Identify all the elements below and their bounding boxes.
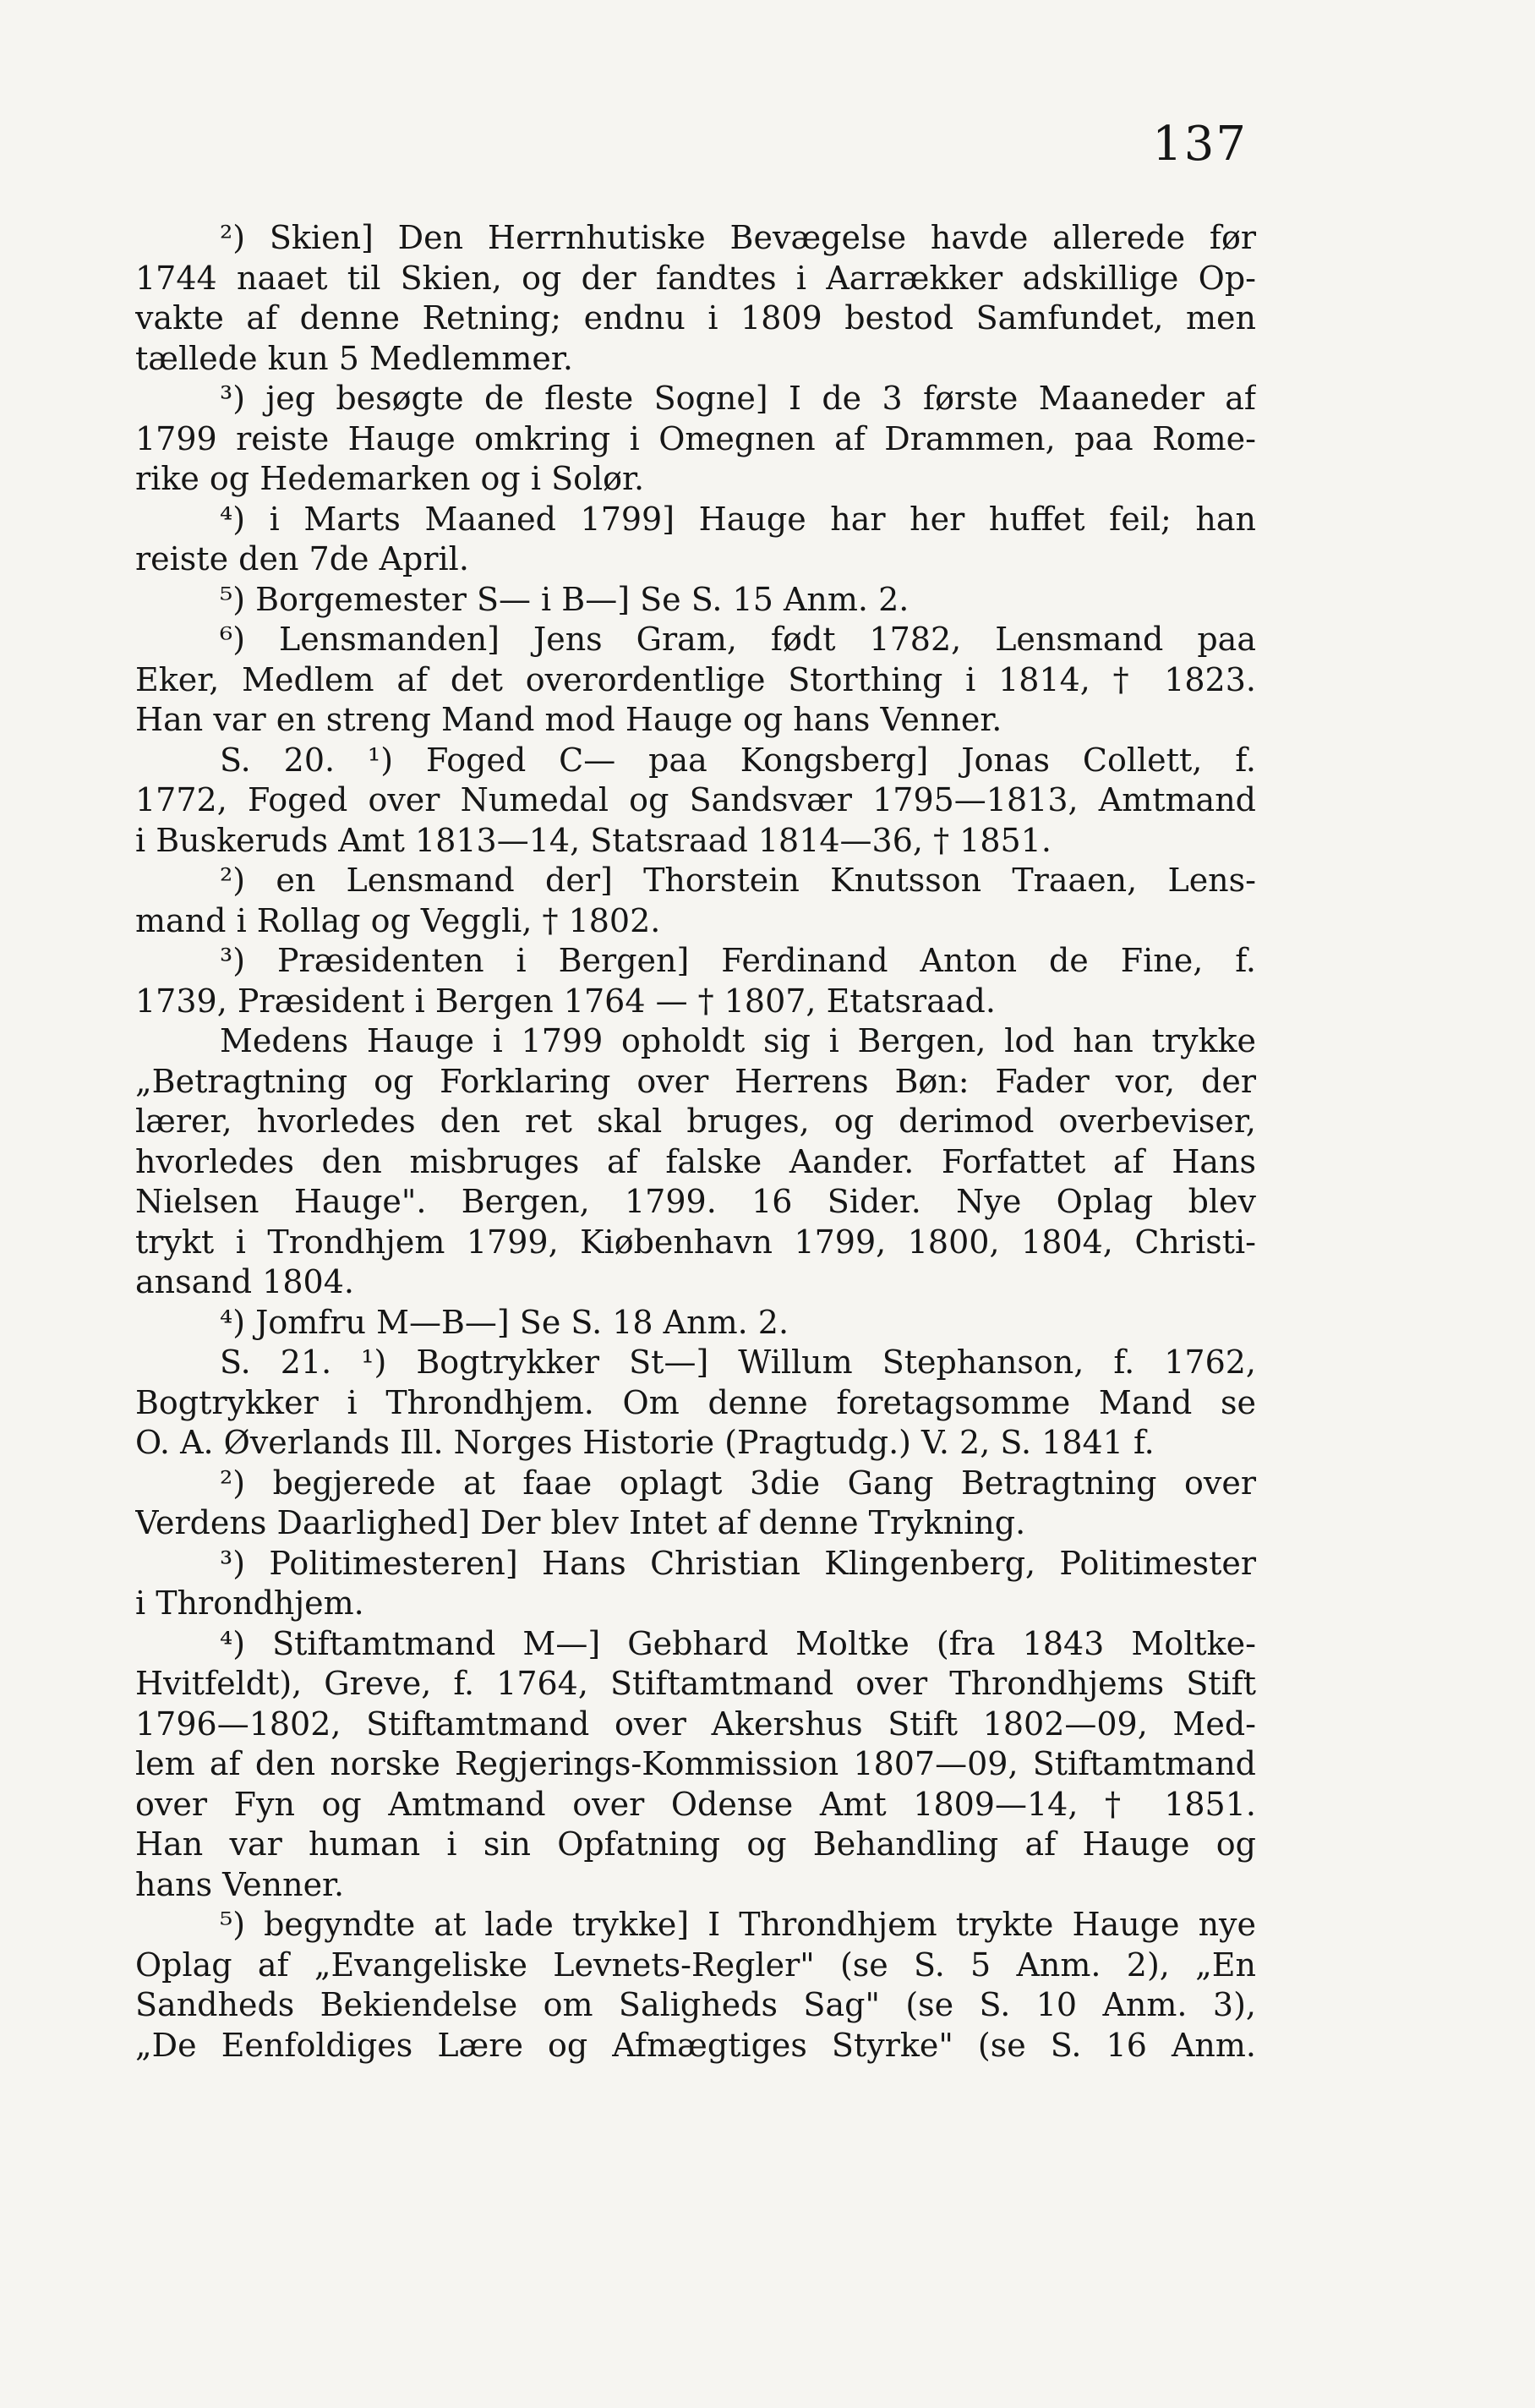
text-line: ⁵) begyndte at lade trykke] I Throndhjem trykte Hauge nye <box>220 1906 1256 1943</box>
text-line: „Betragtning og Forklaring over Herrens Bøn: Fader vor, der <box>135 1062 1256 1100</box>
text-line: O. A. Øverlands Ill. Norges Historie (Pragtudg.) V. 2, S. 1841 f. <box>135 1424 1155 1461</box>
text-line: ²) en Lensmand der] Thorstein Knutsson Traaen, Lens- <box>220 862 1256 899</box>
text-line: i Buskeruds Amt 1813—14, Statsraad 1814—36, † 1851. <box>135 821 1052 859</box>
text-line: i Throndhjem. <box>135 1584 364 1622</box>
text-line: S. 21. ¹) Bogtrykker St—] Willum Stephanson, f. 1762, <box>220 1344 1256 1381</box>
text-line: 1799 reiste Hauge omkring i Omegnen af Drammen, paa Rome- <box>135 419 1256 457</box>
text-line: trykt i Trondhjem 1799, Kiøbenhavn 1799, 1800, 1804, Christi- <box>135 1223 1256 1261</box>
text-line: Hvitfeldt), Greve, f. 1764, Stiftamtmand over Throndhjems Stift <box>135 1665 1256 1702</box>
text-line: ²) Skien] Den Herrnhutiske Bevægelse havde allerede før <box>220 219 1256 256</box>
text-line: ³) Præsidenten i Bergen] Ferdinand Anton de Fine, f. <box>220 942 1256 979</box>
text-line: mand i Rollag og Veggli, † 1802. <box>135 901 661 939</box>
text-line: 1772, Foged over Numedal og Sandsvær 1795—1813, Amtmand <box>135 781 1256 818</box>
text-line: ⁴) Jomfru M—B—] Se S. 18 Anm. 2. <box>220 1303 789 1341</box>
text-line: 1739, Præsident i Bergen 1764 — † 1807, Etatsraad. <box>135 982 996 1020</box>
text-line: ansand 1804. <box>135 1263 354 1300</box>
text-line: Han var en streng Mand mod Hauge og hans Venner. <box>135 701 1002 738</box>
text-line: Nielsen Hauge". Bergen, 1799. 16 Sider. Nye Oplag blev <box>135 1183 1256 1220</box>
text-line: S. 20. ¹) Foged C— paa Kongsberg] Jonas Collett, f. <box>220 741 1256 779</box>
text-line: „De Eenfoldiges Lære og Afmægtiges Styrke" (se S. 16 Anm. <box>135 2026 1256 2064</box>
text-line: lem af den norske Regjerings-Kommission 1807—09, Stiftamtmand <box>135 1745 1256 1782</box>
text-line: ⁴) i Marts Maaned 1799] Hauge har her huffet feil; han <box>220 500 1256 538</box>
footnotes-text-block <box>135 218 1256 2066</box>
text-line: Verdens Daarlighed] Der blev Intet af denne Trykning. <box>135 1504 1026 1541</box>
text-line: ⁵) Borgemester S— i B—] Se S. 15 Anm. 2. <box>220 580 910 618</box>
text-line: 1796—1802, Stiftamtmand over Akershus Stift 1802—09, Med- <box>135 1705 1256 1743</box>
text-line: Eker, Medlem af det overordentlige Storthing i 1814, † 1823. <box>135 660 1256 698</box>
text-line: lærer, hvorledes den ret skal bruges, og derimod overbeviser, <box>135 1103 1256 1140</box>
text-line: hans Venner. <box>135 1865 345 1903</box>
text-line: vakte af denne Retning; endnu i 1809 bestod Samfundet, men <box>135 299 1256 337</box>
text-line: tællede kun 5 Medlemmer. <box>135 339 573 377</box>
text-line: rike og Hedemarken og i Solør. <box>135 460 645 497</box>
page-number: 137 <box>1152 117 1248 172</box>
text-line: ²) begjerede at faae oplagt 3die Gang Betragtning over <box>220 1464 1256 1502</box>
text-line: ⁶) Lensmanden] Jens Gram, født 1782, Lensmand paa <box>220 621 1256 658</box>
text-line: ³) Politimesteren] Hans Christian Klingenberg, Politimester <box>220 1544 1256 1582</box>
text-line: reiste den 7de April. <box>135 540 469 577</box>
text-line: over Fyn og Amtmand over Odense Amt 1809—14, † 1851. <box>135 1785 1256 1823</box>
text-line: ⁴) Stiftamtmand M—] Gebhard Moltke (fra 1843 Moltke- <box>220 1624 1256 1662</box>
text-line: 1744 naaet til Skien, og der fandtes i Aarrækker adskillige Op- <box>135 259 1256 297</box>
text-line: hvorledes den misbruges af falske Aander. Forfattet af Hans <box>135 1142 1256 1180</box>
text-line: Medens Hauge i 1799 opholdt sig i Bergen, lod han trykke <box>220 1022 1256 1059</box>
text-line: Bogtrykker i Throndhjem. Om denne foretagsomme Mand se <box>135 1383 1256 1421</box>
text-line: Han var human i sin Opfatning og Behandling af Hauge og <box>135 1825 1256 1863</box>
text-line: Sandheds Bekiendelse om Saligheds Sag" (se S. 10 Anm. 3), <box>135 1986 1256 2023</box>
text-line: ³) jeg besøgte de fleste Sogne] I de 3 første Maaneder af <box>220 380 1256 417</box>
text-line: Oplag af „Evangeliske Levnets-Regler" (se S. 5 Anm. 2), „En <box>135 1946 1256 1984</box>
